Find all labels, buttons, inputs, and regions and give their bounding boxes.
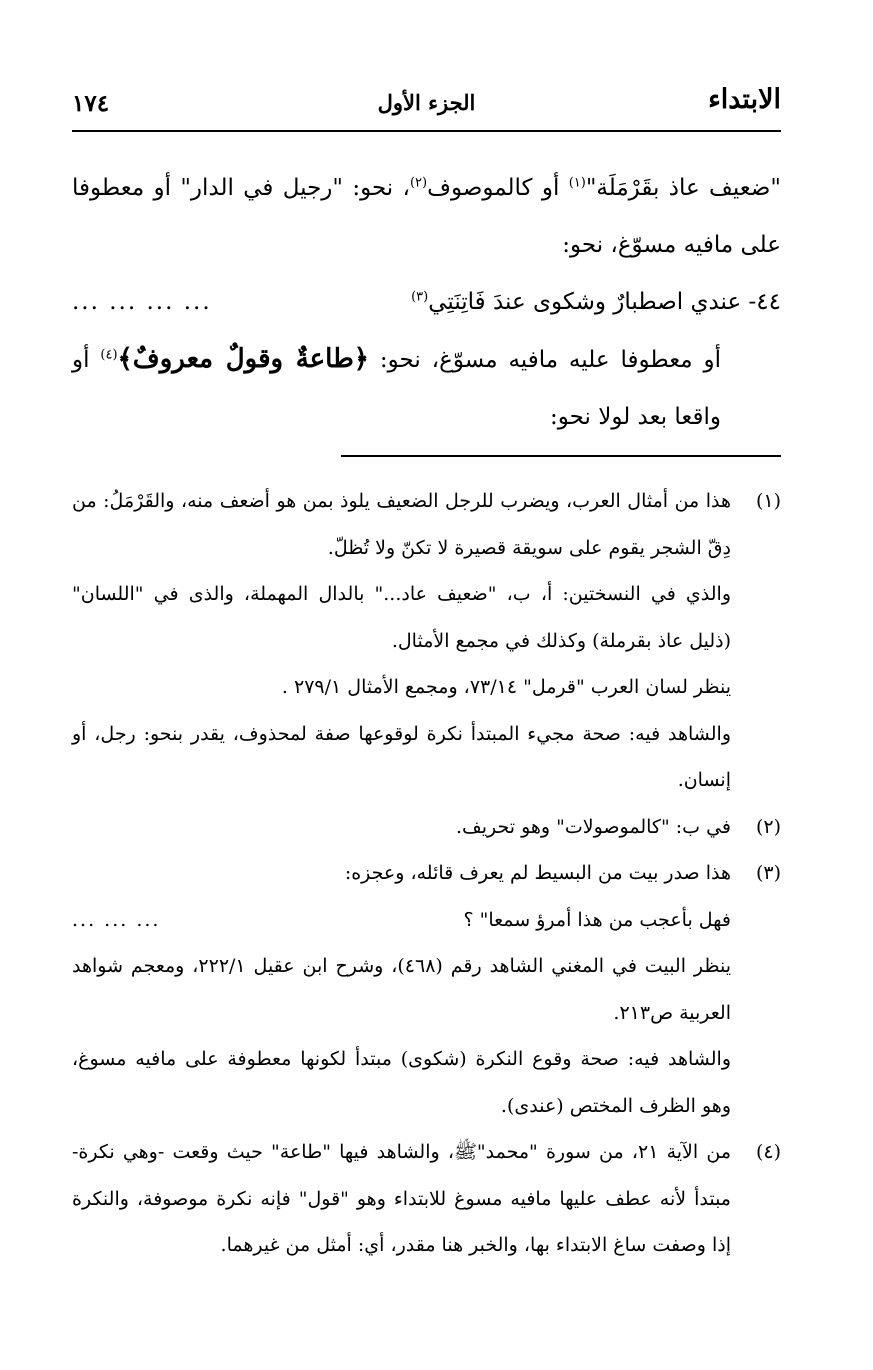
main-text	[72, 160, 781, 446]
footnote-verse-ellipsis: ... ... ...	[72, 908, 161, 931]
footnote-line: هذا صدر بيت من البسيط لم يعرف قائله، وعجزه:	[344, 862, 731, 884]
footnote-line: ينظر لسان العرب "قرمل" ٧٣/١٤، ومجمع الأمثال ٢٧٩/١ .	[281, 676, 731, 698]
footnote-line: ينظر البيت في المغني الشاهد رقم (٤٦٨)، وشرح ابن عقيل ٢٢٢/١، ومعجم شواهد العربية ص٢١٣.	[72, 955, 732, 1024]
verse-first-hemistich	[411, 274, 781, 331]
footnote-number: (٣)	[755, 862, 781, 884]
paragraph-1-text: أو كالموصوف	[427, 175, 569, 201]
footnote-4	[72, 1129, 781, 1269]
footnote-3	[72, 850, 781, 1129]
footnote-1	[72, 478, 781, 804]
footnote-line: هذا من أمثال العرب، ويضرب للرجل الضعيف يلوذ بمن هو أضعف منه، والقَرْمَلُ: من دِقّ الشجر يقوم على سويقة قصيرة لا تكنّ ولا تُظلّ.	[72, 490, 731, 559]
footnote-ref-3: (٣)	[411, 289, 429, 305]
footnote-2	[72, 804, 781, 851]
footnote-ref-4: (٤)	[100, 347, 118, 363]
paragraph-1-text-cont: ، نحو: "رجيل في الدار" أو معطوفا على مافيه مسوّغ، نحو:	[72, 175, 781, 258]
footnote-rule	[341, 455, 781, 457]
verse-44	[72, 274, 781, 331]
quote-text: "ضعيف عاذ بقَرْمَلَة"	[585, 175, 781, 201]
section-title: الابتداء	[708, 84, 781, 115]
paragraph-2-text: أو معطوفا عليه مافيه مسوّغ، نحو:	[369, 347, 721, 373]
footnote-number: (١)	[755, 490, 781, 512]
part-title: الجزء الأول	[377, 90, 476, 115]
book-page	[72, 0, 781, 1370]
footnote-verse	[72, 897, 731, 944]
footnote-verse-text: فهل بأعجب من هذا أمرؤ سمعا" ؟	[463, 908, 731, 931]
quran-quote: ﴿طاعةٌ وقولٌ معروفٌ﴾	[117, 344, 369, 374]
footnote-ref-2: (٢)	[409, 175, 428, 191]
paragraph-1	[72, 160, 781, 274]
footnote-line: والشاهد فيه: صحة وقوع النكرة (شكوى) مبتدأ لكونها معطوفة على مافيه مسوغ، وهو الظرف المختص (عندى).	[72, 1048, 731, 1117]
footnotes	[72, 478, 781, 1269]
header-rule	[72, 130, 781, 132]
footnote-line: والشاهد فيه: صحة مجيء المبتدأ نكرة لوقوعها صفة لمحذوف، يقدر بنحو: رجل، أو إنسان.	[72, 722, 731, 791]
paragraph-2	[72, 331, 781, 446]
verse-text: ٤٤- عندي اصطبارٌ وشكوى عندَ فَاتِنَتِي	[428, 289, 781, 315]
footnote-number: (٤)	[755, 1141, 781, 1163]
footnote-number: (٢)	[755, 815, 781, 838]
footnote-line: والذي في النسختين: أ، ب، "ضعيف عاد..." بالدال المهملة، والذى في "اللسان" (ذليل عاذ بقرملة) وكذلك في مجمع الأمثال.	[72, 583, 731, 652]
footnote-ref-1: (١)	[568, 175, 586, 191]
page-number: ١٧٤	[72, 90, 110, 117]
page-header	[72, 84, 781, 124]
paragraph-2-tail: أو واقعا بعد لولا نحو:	[72, 347, 721, 430]
footnote-line: من الآية ٢١، من سورة "محمد"ﷺ، والشاهد فيها "طاعة" حيث وقعت -وهي نكرة- مبتدأ لأنه عطف عليها مافيه مسوغ للابتداء وهو "قول" فإنه نكرة موصوفة، والنكرة إذا وصفت ساغ الابتداء بها، والخبر هنا مقدر، أي: أمثل من غيرهما.	[72, 1141, 731, 1256]
footnote-line: في ب: "كالموصولات" وهو تحريف.	[456, 815, 731, 838]
verse-ellipsis: ... ... ... ...	[72, 289, 212, 315]
